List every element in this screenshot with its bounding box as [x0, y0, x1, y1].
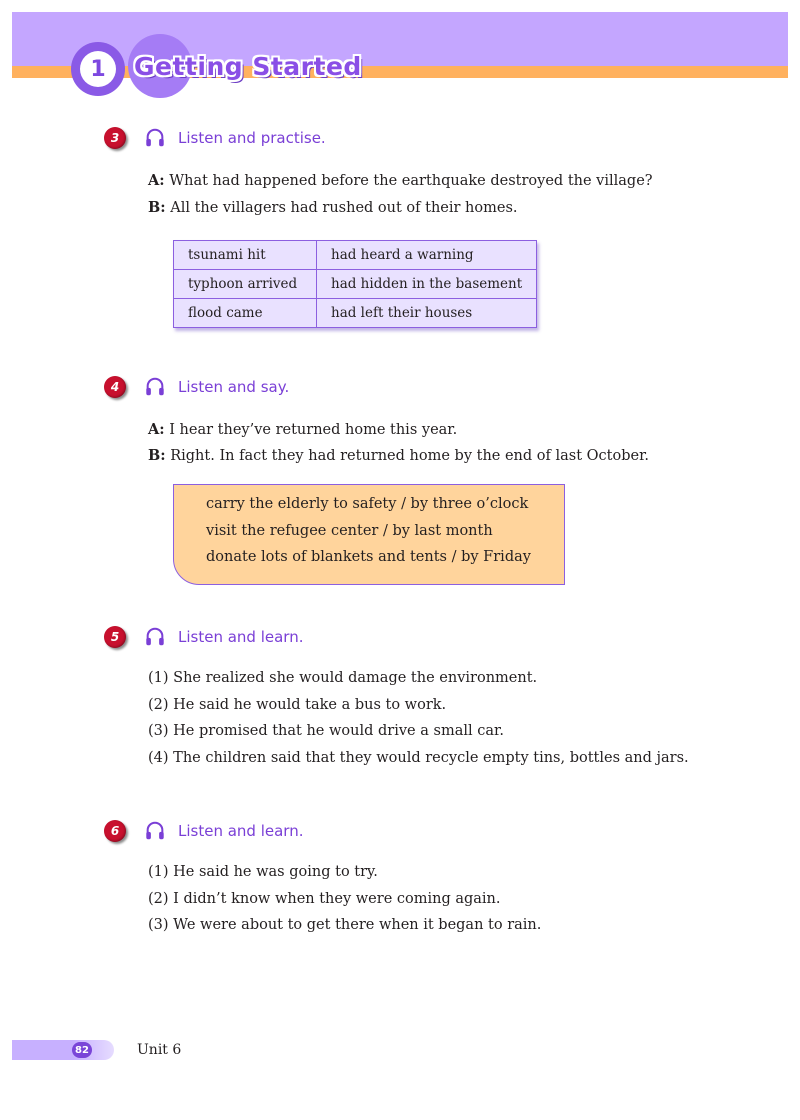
list-item: (1) He said he was going to try.	[148, 864, 378, 880]
section-number-badge: 5	[104, 626, 126, 648]
section-number-badge: 4	[104, 376, 126, 398]
speaker: B:	[148, 447, 166, 464]
page-number: 82	[72, 1042, 92, 1058]
footer-bar	[12, 1040, 114, 1060]
section-instruction: Listen and learn.	[178, 628, 304, 646]
list-item: (2) I didn’t know when they were coming again.	[148, 891, 501, 907]
section-3-heading	[104, 127, 326, 149]
box-line: visit the refugee center / by last month	[206, 523, 493, 539]
dialogue-line	[148, 447, 649, 464]
unit-label: Unit 6	[137, 1042, 182, 1058]
table-cell: typhoon arrived	[174, 270, 317, 299]
substitution-box	[173, 484, 565, 585]
dialogue-text: All the villagers had rushed out of their homes.	[170, 200, 518, 216]
dialogue-line	[148, 421, 457, 438]
headphones-icon[interactable]	[144, 127, 166, 149]
dialogue-line	[148, 172, 653, 189]
list-item: (4) The children said that they would recycle empty tins, bottles and jars.	[148, 750, 689, 766]
speaker: B:	[148, 199, 166, 216]
table-row	[174, 241, 537, 270]
headphones-icon[interactable]	[144, 376, 166, 398]
speaker: A:	[148, 421, 165, 438]
section-number-badge: 3	[104, 127, 126, 149]
table-cell: flood came	[174, 299, 317, 328]
section-4-heading	[104, 376, 289, 398]
list-item: (1) She realized she would damage the environment.	[148, 670, 538, 686]
section-instruction: Listen and learn.	[178, 822, 304, 840]
page-title: Getting Started	[134, 52, 362, 81]
dialogue-text: Right. In fact they had returned home by the end of last October.	[170, 448, 650, 464]
dialogue-line	[148, 199, 518, 216]
speaker: A:	[148, 172, 165, 189]
list-item: (2) He said he would take a bus to work.	[148, 697, 447, 713]
section-instruction: Listen and say.	[178, 378, 290, 396]
table-row	[174, 299, 537, 328]
list-item: (3) He promised that he would drive a small car.	[148, 723, 504, 739]
dialogue-text: What had happened before the earthquake destroyed the village?	[169, 173, 653, 189]
table-cell: tsunami hit	[174, 241, 317, 270]
dialogue-text: I hear they’ve returned home this year.	[169, 422, 458, 438]
lesson-number: 1	[80, 51, 116, 87]
section-instruction: Listen and practise.	[178, 129, 326, 147]
table-cell: had hidden in the basement	[317, 270, 537, 299]
table-cell: had heard a warning	[317, 241, 537, 270]
list-item: (3) We were about to get there when it began to rain.	[148, 917, 542, 933]
section-6-heading	[104, 820, 303, 842]
headphones-icon[interactable]	[144, 820, 166, 842]
headphones-icon[interactable]	[144, 626, 166, 648]
table-cell: had left their houses	[317, 299, 537, 328]
section-5-heading	[104, 626, 303, 648]
section-number-badge: 6	[104, 820, 126, 842]
box-line: donate lots of blankets and tents / by Friday	[206, 549, 531, 565]
substitution-table	[173, 240, 537, 328]
table-row	[174, 270, 537, 299]
box-line: carry the elderly to safety / by three o’clock	[206, 496, 529, 512]
